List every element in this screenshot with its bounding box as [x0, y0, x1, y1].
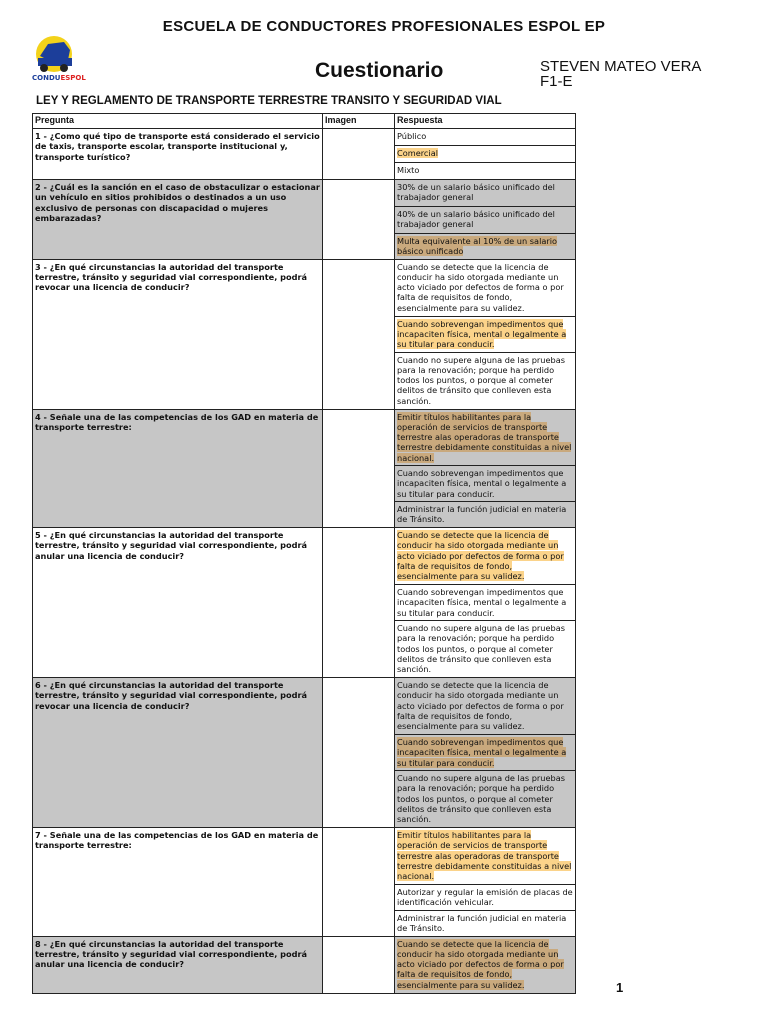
question-image [323, 936, 395, 993]
answer-option-selected: Cuando se detecte que la licencia de conducir ha sido otorgada mediante un acto viciado por defectos de forma o por falta de requisitos de fondo, esencialmente para su validez. [395, 936, 576, 993]
answer-option-selected: Emitir títulos habilitantes para la operación de servicios de transporte terrestre alas operadoras de transporte terrestre debidamente constituidas a nivel nacional. [395, 409, 576, 465]
answer-option: Cuando no supere alguna de las pruebas para la renovación; porque ha perdido todos los puntos, o porque al cometer delitos de tránsito que conlleven esta sanción. [395, 352, 576, 409]
question-text: 1 - ¿Como qué tipo de transporte está considerado el servicio de taxis, transporte escolar, transporte institucional y, transporte turístico? [33, 129, 323, 180]
school-name: ESCUELA DE CONDUCTORES PROFESIONALES ESPOL EP [162, 18, 606, 35]
answer-option: Administrar la función judicial en materia de Tránsito. [395, 910, 576, 936]
question-row [33, 180, 576, 207]
student-info [540, 59, 701, 89]
table-header-row [33, 114, 576, 129]
page-number: 1 [616, 980, 624, 995]
question-row [33, 409, 576, 465]
question-row [33, 129, 576, 146]
answer-option-selected: Multa equivalente al 10% de un salario básico unificado [395, 234, 576, 260]
answer-option: Cuando sobrevengan impedimentos que incapaciten física, mental o legalmente a su titular para conducir. [395, 585, 576, 621]
answer-option: 40% de un salario básico unificado del trabajador general [395, 207, 576, 234]
answer-option-selected: Comercial [395, 146, 576, 163]
question-row [33, 528, 576, 585]
answer-option: Cuando se detecte que la licencia de conducir ha sido otorgada mediante un acto viciado por defectos de forma o por falta de requisitos de fondo, esencialmente para su validez. [395, 259, 576, 316]
question-text: 7 - Señale una de las competencias de los GAD en materia de transporte terrestre: [33, 828, 323, 936]
answer-option: Público [395, 129, 576, 146]
question-image [323, 259, 395, 409]
student-group: F1-E [540, 73, 573, 90]
question-text: 6 - ¿En qué circunstancias la autoridad del transporte terrestre, tránsito y seguridad vial correspondiente, podrá revocar una licencia de conducir? [33, 678, 323, 828]
question-row [33, 936, 576, 993]
answer-option: Cuando no supere alguna de las pruebas para la renovación; porque ha perdido todos los puntos, o porque al cometer delitos de tránsito que conlleven esta sanción. [395, 771, 576, 828]
question-image [323, 180, 395, 260]
header-imagen: Imagen [323, 114, 395, 129]
page-title: Cuestionario [315, 59, 444, 82]
question-image [323, 678, 395, 828]
header-respuesta: Respuesta [395, 114, 576, 129]
question-text: 3 - ¿En qué circunstancias la autoridad del transporte terrestre, tránsito y seguridad vial correspondiente, podrá revocar una licencia de conducir? [33, 259, 323, 409]
question-row [33, 828, 576, 884]
answer-option: Cuando no supere alguna de las pruebas para la renovación; porque ha perdido todos los puntos, o porque al cometer delitos de tránsito que conlleven esta sanción. [395, 621, 576, 678]
question-text: 8 - ¿En qué circunstancias la autoridad del transporte terrestre, tránsito y seguridad vial correspondiente, podrá anular una licencia de conducir? [33, 936, 323, 993]
answer-option-selected: Cuando sobrevengan impedimentos que incapaciten física, mental o legalmente a su titular para conducir. [395, 735, 576, 771]
answer-option-selected: Cuando se detecte que la licencia de conducir ha sido otorgada mediante un acto viciado por defectos de forma o por falta de requisitos de fondo, esencialmente para su validez. [395, 528, 576, 585]
question-image [323, 528, 395, 678]
answer-option: 30% de un salario básico unificado del trabajador general [395, 180, 576, 207]
question-text: 2 - ¿Cuál es la sanción en el caso de obstaculizar o estacionar un vehículo en sitios prohibidos o destinados a un uso exclusivo de personas con discapacidad o mujeres embarazadas? [33, 180, 323, 260]
question-image [323, 129, 395, 180]
answer-option-selected: Cuando sobrevengan impedimentos que incapaciten física, mental o legalmente a su titular para conducir. [395, 316, 576, 352]
school-logo [30, 32, 86, 84]
header-pregunta: Pregunta [33, 114, 323, 129]
question-text: 5 - ¿En qué circunstancias la autoridad del transporte terrestre, tránsito y seguridad vial correspondiente, podrá anular una licencia de conducir? [33, 528, 323, 678]
answer-option: Cuando sobrevengan impedimentos que incapaciten física, mental o legalmente a su titular para conducir. [395, 466, 576, 502]
answer-option: Mixto [395, 163, 576, 180]
question-text: 4 - Señale una de las competencias de los GAD en materia de transporte terrestre: [33, 409, 323, 527]
questions-table [32, 113, 576, 994]
answer-option: Administrar la función judicial en materia de Tránsito. [395, 502, 576, 528]
answer-option: Cuando se detecte que la licencia de conducir ha sido otorgada mediante un acto viciado por defectos de forma o por falta de requisitos de fondo, esencialmente para su validez. [395, 678, 576, 735]
question-image [323, 409, 395, 527]
answer-option: Autorizar y regular la emisión de placas de identificación vehicular. [395, 884, 576, 910]
svg-text:CONDUESPOL: CONDUESPOL [32, 74, 86, 82]
question-row [33, 678, 576, 735]
student-name: STEVEN MATEO VERA [540, 58, 702, 75]
question-row [33, 259, 576, 316]
section-title: LEY Y REGLAMENTO DE TRANSPORTE TERRESTRE TRANSITO Y SEGURIDAD VIAL [36, 95, 502, 107]
answer-option-selected: Emitir títulos habilitantes para la operación de servicios de transporte terrestre alas operadoras de transporte terrestre debidamente constituidas a nivel nacional. [395, 828, 576, 884]
question-image [323, 828, 395, 936]
